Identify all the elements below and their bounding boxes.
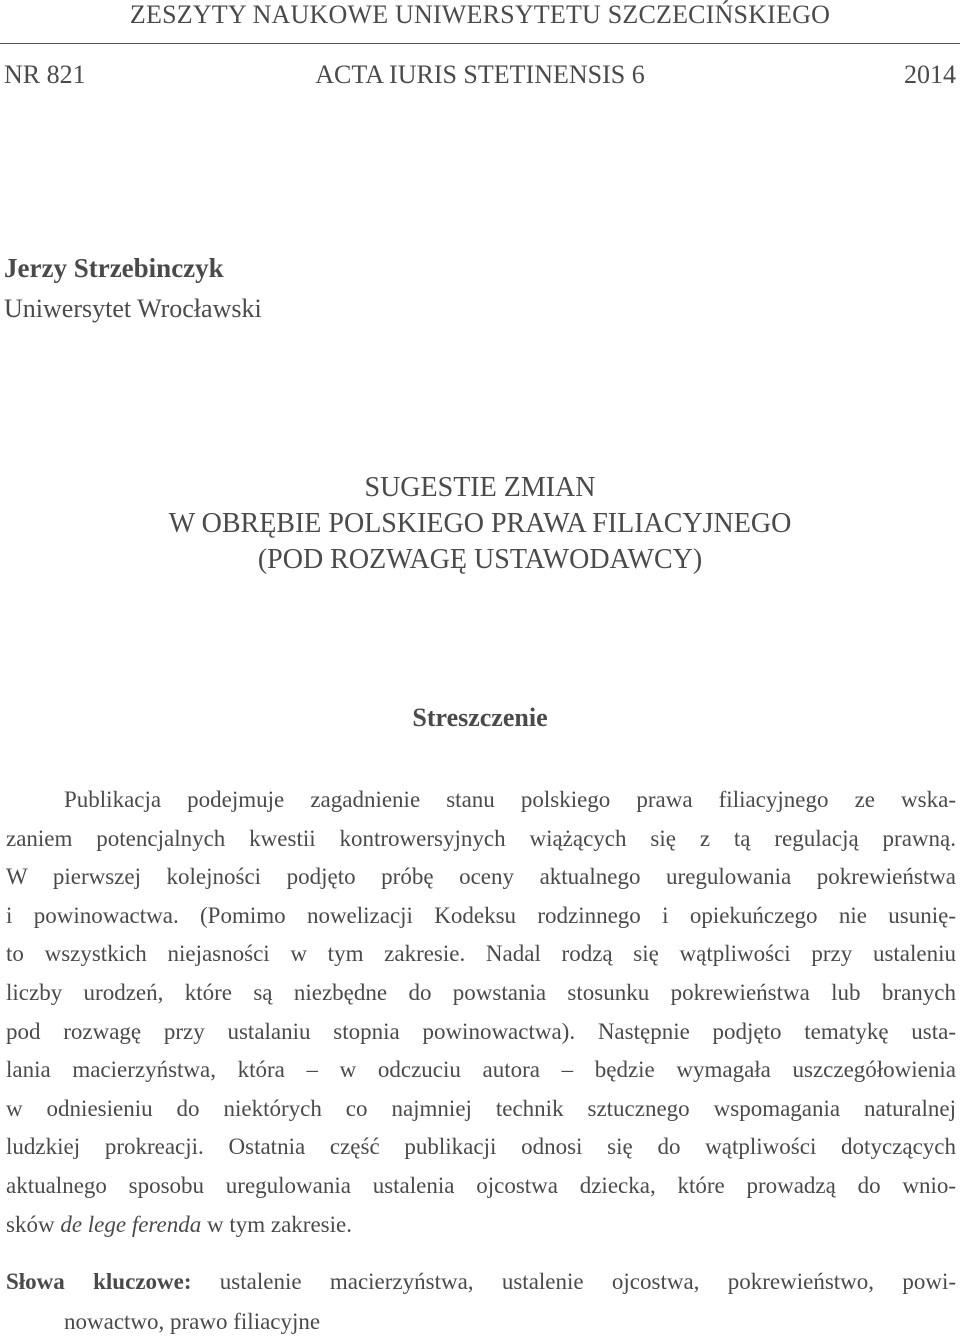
abstract-line: W pierwszej kolejności podjęto próbę oceny aktualnego uregulowania pokrewieństwa [6, 864, 956, 890]
keywords-block [6, 1262, 956, 1342]
publication-year: 2014 [904, 60, 956, 89]
abstract-line: Publikacja podejmuje zagadnienie stanu polskiego prawa filiacyjnego ze wska- [64, 787, 956, 812]
abstract-line: to wszystkich niejasności w tym zakresie. Nadal rodzą się wątpliwości przy ustaleniu [6, 941, 956, 967]
abstract-line: i powinowactwa. (Pomimo nowelizacji Kodeksu rodzinnego i opiekuńczego nie usunię- [6, 902, 956, 928]
abstract-line: w odniesieniu do niektórych co najmniej technik sztucznego wspomagania naturalnej [6, 1095, 956, 1121]
article-title [0, 470, 960, 578]
keywords-line [6, 1262, 956, 1302]
abstract-line: aktualnego sposobu uregulowania ustalenia ojcostwa dziecka, które prowadzą do wnio- [6, 1172, 956, 1198]
abstract-heading: Streszczenie [412, 703, 548, 732]
keywords-line: nowactwo, prawo filiacyjne [64, 1309, 321, 1334]
author-affiliation: Uniwersytet Wrocławski [4, 294, 262, 323]
issue-row [0, 60, 960, 96]
abstract-line [6, 1206, 956, 1245]
abstract-line: pod rozwagę przy ustalaniu stopnia powinowactwa). Następnie podjęto tematykę usta- [6, 1018, 956, 1044]
abstract-line: ludzkiej prokreacji. Ostatnia część publikacji odnosi się do wątpliwości dotyczących [6, 1134, 956, 1160]
issue-number: NR 821 [4, 60, 86, 89]
series-name: ACTA IURIS STETINENSIS 6 [315, 60, 645, 89]
title-line: W OBRĘBIE POLSKIEGO PRAWA FILIACYJNEGO [168, 508, 792, 539]
abstract-text: sków [6, 1211, 61, 1237]
abstract-line: zaniem potencjalnych kwestii kontrowersyjnych wiążących się z tą regulacją prawną. [6, 825, 956, 851]
abstract-line: liczby urodzeń, które są niezbędne do powstania stosunku pokrewieństwa lub branych [6, 979, 956, 1005]
title-line: (POD ROZWAGĘ USTAWODAWCY) [257, 544, 703, 575]
abstract-body [6, 781, 956, 1244]
keywords-label: Słowa kluczowe: [6, 1269, 192, 1294]
abstract-text: w tym zakresie. [201, 1211, 352, 1237]
header-rule [0, 43, 960, 44]
latin-phrase: de lege ferenda [60, 1211, 202, 1237]
journal-name: ZESZYTY NAUKOWE UNIWERSYTETU SZCZECIŃSKIEGO [129, 0, 831, 29]
abstract-line: lania macierzyństwa, która – w odczuciu autora – będzie wymagała uszczegółowienia [6, 1057, 956, 1083]
title-line: SUGESTIE ZMIAN [364, 472, 596, 503]
author-name: Jerzy Strzebinczyk [4, 253, 224, 283]
keywords-text: ustalenie macierzyństwa, ustalenie ojcostwa, pokrewieństwo, powi- [191, 1269, 956, 1294]
